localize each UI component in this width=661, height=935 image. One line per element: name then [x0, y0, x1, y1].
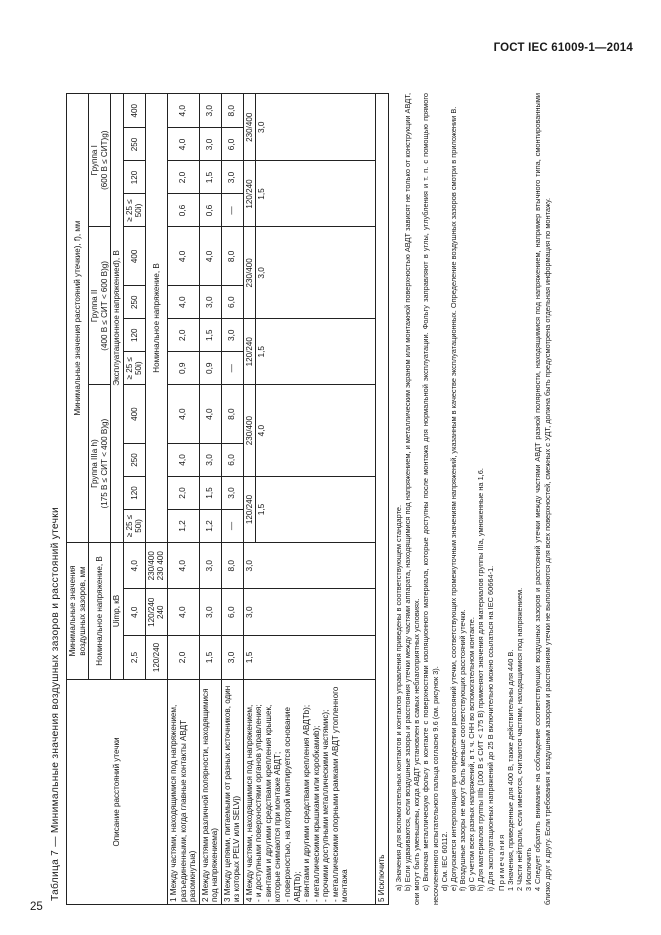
creep-value: 6,0 — [221, 286, 243, 319]
wv-cell: 400 — [123, 94, 145, 128]
creep-value: 0,6 — [199, 194, 221, 227]
wv-cell: ≥ 25 ≤ 50i) — [123, 509, 145, 542]
creep-value: 4,0 — [199, 385, 221, 444]
creep-value: 0,9 — [167, 352, 199, 385]
uimp-value: 2,5 — [123, 635, 145, 679]
air-value: 3,0 — [199, 542, 221, 588]
creep-nominal-head: 120/240 — [243, 319, 256, 385]
creep-nominal-head: 230/400 — [243, 227, 256, 319]
creep-value: 4,0 — [167, 286, 199, 319]
footnote: f) Воздушные зазоры не могут быть меньше соответствующих расстояний утечки. — [458, 609, 468, 891]
remark: 2 Части нейтрали, если имеются, считаются частями, находящимися под напряжением. — [515, 587, 525, 891]
footnote: a) Значения для вспомогательных контактов и контактов управления приведены в соответствующем стандарте. — [393, 504, 403, 891]
rotated-table-page — [50, 93, 625, 905]
remark: 4 Следует обратить внимание на соблюдение соответствующих воздушных зазоров и расстояний утечки между частями АВДТ разной полярности, находящимися под напряжением, например втычного типа, смонтированными близко друг к другу. Если требования к воздушным зазорам и расстояниям утечки не выполняются для всех поверхностей, смежных с УДТ, должна быть предусмотрена отдельная информация по монтажу. — [533, 93, 552, 905]
creep-value: 2,0 — [167, 319, 199, 352]
document-header: ГОСТ IEC 61009-1—2014 — [493, 42, 633, 54]
air-value: 1,5 — [243, 635, 376, 679]
air-value: 3,0 — [199, 589, 221, 635]
creep-value: 3,0 — [199, 94, 221, 128]
air-value: 3,0 — [243, 589, 376, 635]
creep-value: 1,2 — [199, 509, 221, 542]
row-description: 1 Между частями, находящимися под напряжением, разъединенными, когда главные контакты АВДТ разомкнутыa) — [167, 679, 199, 904]
creep-value: 3,0 — [199, 443, 221, 476]
creep-value: 3,0 — [256, 94, 376, 161]
footnotes — [394, 93, 552, 905]
remarks-title: Примечания — [496, 833, 506, 891]
table-row — [243, 94, 256, 905]
creep-value: 1,5 — [199, 161, 221, 194]
creep-nominal-head: 120/240 — [243, 476, 256, 542]
creep-nominal-head: 230/400 — [243, 94, 256, 161]
group-1: Группа I (600 В ≤ СИТ)g) — [89, 94, 111, 227]
air-value: 2,0 — [167, 635, 199, 679]
row-excluded: 5 Исключить — [376, 94, 389, 905]
air-voltage-head: 120/240 — [145, 635, 167, 679]
group-3a: Группа IIIa h) (175 В ≤ СИТ < 400 В)g) — [89, 385, 111, 543]
creep-value: — — [221, 509, 243, 542]
creep-value: 1,5 — [199, 476, 221, 509]
footnote: d) См. IEC 60112. — [439, 831, 449, 891]
air-voltage-head: 120/240 240 — [145, 589, 167, 635]
creep-nominal-head: 230/400 — [243, 385, 256, 477]
wv-cell: 250 — [123, 128, 145, 161]
creep-value: 3,0 — [221, 161, 243, 194]
air-value: 4,0 — [167, 589, 199, 635]
footnote: b) Если удваиваются, если воздушные зазоры и расстояния утечки между частями аппарата, находящимися под напряжением, и металлическим экраном или монтажной поверхностью АВДТ зависят не только от конструкции АВДТ, они могут быть уменьшены, когда АВДТ установлен в самых неблагоприятных условиях. — [403, 93, 422, 905]
wv-cell: 120 — [123, 161, 145, 194]
uimp-value: 4,0 — [123, 542, 145, 588]
creep-value: 3,0 — [256, 227, 376, 319]
creep-value: 1,5 — [256, 476, 376, 542]
creepage-header: Минимальные значения расстояний утечкиe), f), мм — [67, 94, 89, 543]
footnote: e) Допускается интерполяция при определении расстояний утечки, соответствующих промежуточным значениям напряжений, указанным в качестве эксплуатационных. Определение воздушных зазоров смотри в приложении В. — [448, 106, 458, 891]
creep-value: 4,0 — [199, 227, 221, 286]
footnote: h) Для материалов группы IIIb (100 В ≤ СИТ < 175 В) применяют значения для материалов группы IIIa, умноженные на 1,6. — [476, 468, 486, 891]
creep-value: 1,5 — [199, 319, 221, 352]
creep-value: 1,5 — [256, 319, 376, 385]
row-description: 2 Между частями различной полярности, находящимися под напряжениемa) — [199, 679, 221, 904]
creep-value: 4,0 — [167, 443, 199, 476]
creep-value: 4,0 — [167, 94, 199, 128]
creep-value: 3,0 — [221, 319, 243, 352]
air-value: 1,5 — [199, 635, 221, 679]
creep-value: 2,0 — [167, 476, 199, 509]
air-gaps-header: Минимальные значения воздушных зазоров, мм — [67, 542, 89, 679]
air-voltage-head: 230/400 230 400 — [145, 542, 167, 588]
air-value: 3,0 — [221, 635, 243, 679]
air-value: 3,0 — [243, 542, 376, 588]
clearance-table — [66, 93, 389, 905]
footnote: g) С учетом всех разных напряжений, в т. ч. СНН во вспомогательном контакте. — [467, 617, 477, 891]
creep-value: 8,0 — [221, 94, 243, 128]
table-row — [167, 94, 199, 905]
creep-value: 4,0 — [256, 385, 376, 477]
wv-cell: 120 — [123, 476, 145, 509]
creep-nominal-voltage: Номинальное напряжение, В — [145, 94, 167, 543]
air-value: 8,0 — [221, 542, 243, 588]
footnote: c) Включая металлическую фольгу в контакте с поверхностями изоляционного материала, которые доступны после монтажа для нормальной эксплуатации. Фольгу заправляют в углы, углубления и т. п. с помощью прямого несочлененного испытательного пальца согласно 9.6 (см. рисунок 3). — [421, 93, 440, 905]
air-value: 4,0 — [167, 542, 199, 588]
footnote: i) Для эксплуатационных напряжений до 25 В включительно можно ссылаться на IEC 60664-1. — [485, 565, 495, 891]
air-value: 6,0 — [221, 589, 243, 635]
wv-cell: ≥ 25 ≤ 50i) — [123, 352, 145, 385]
creep-value: 4,0 — [167, 128, 199, 161]
creep-value: 8,0 — [221, 227, 243, 286]
description-header: Описание расстояний утечки — [67, 679, 168, 904]
creep-value: 3,0 — [199, 128, 221, 161]
creep-value: 0,6 — [167, 194, 199, 227]
row-description: 4 Между частями, находящимися под напряжением, - и доступными поверхностями органов управления; - винтами и другими средствами крепления крышек, которые снимаются при монтаже АВДТ; - поверхностью, на которой монтируется основание АВДТb); - винтами и другими средствами крепления АВДТb); - металлическими крышками или коробкамиb); - прочими доступными металлическими частямиc); - металлическими опорными рамками АВДТ утопленного монтажа — [243, 679, 376, 904]
creep-nominal-head: 120/240 — [243, 161, 256, 227]
creep-value: 8,0 — [221, 385, 243, 444]
creep-value: 3,0 — [199, 286, 221, 319]
table-row — [376, 94, 389, 905]
creep-value: 6,0 — [221, 443, 243, 476]
creep-value: 4,0 — [167, 227, 199, 286]
remark: 3 Исключить — [524, 847, 534, 891]
creep-value: 3,0 — [221, 476, 243, 509]
creep-value: — — [221, 194, 243, 227]
wv-cell: 400 — [123, 385, 145, 444]
creep-value: — — [221, 352, 243, 385]
group-2: Группа II (400 В ≤ СИТ < 600 В)g) — [89, 227, 111, 385]
header-row-1 — [67, 94, 89, 905]
wv-cell: 250 — [123, 443, 145, 476]
wv-cell: 250 — [123, 286, 145, 319]
creep-value: 4,0 — [167, 385, 199, 444]
remark: 1 Значения, приведенные для 400 В, также действительны для 440 В. — [505, 649, 515, 891]
table-row — [221, 94, 243, 905]
table-caption: Таблица 7 — Минимальные значения воздушных зазоров и расстояний утечки — [50, 507, 61, 901]
working-voltage-label: Эксплуатационное напряжениеd), В — [111, 94, 124, 543]
wv-cell: 400 — [123, 227, 145, 286]
wv-cell: ≥ 25 ≤ 50i) — [123, 194, 145, 227]
uimp-label: Uimp, кВ — [111, 542, 124, 679]
row-description: 3 Между цепями, питаемыми от разных источников, один из которых PELV или SELVj) — [221, 679, 243, 904]
creep-value: 1,5 — [256, 161, 376, 227]
creep-value: 1,2 — [167, 509, 199, 542]
page-number: 25 — [30, 901, 43, 913]
creep-value: 0,9 — [199, 352, 221, 385]
creep-value: 2,0 — [167, 161, 199, 194]
wv-cell: 120 — [123, 319, 145, 352]
creep-value: 6,0 — [221, 128, 243, 161]
uimp-value: 4,0 — [123, 589, 145, 635]
air-nominal-voltage: Номинальное напряжение, В — [89, 542, 111, 679]
table-row — [199, 94, 221, 905]
